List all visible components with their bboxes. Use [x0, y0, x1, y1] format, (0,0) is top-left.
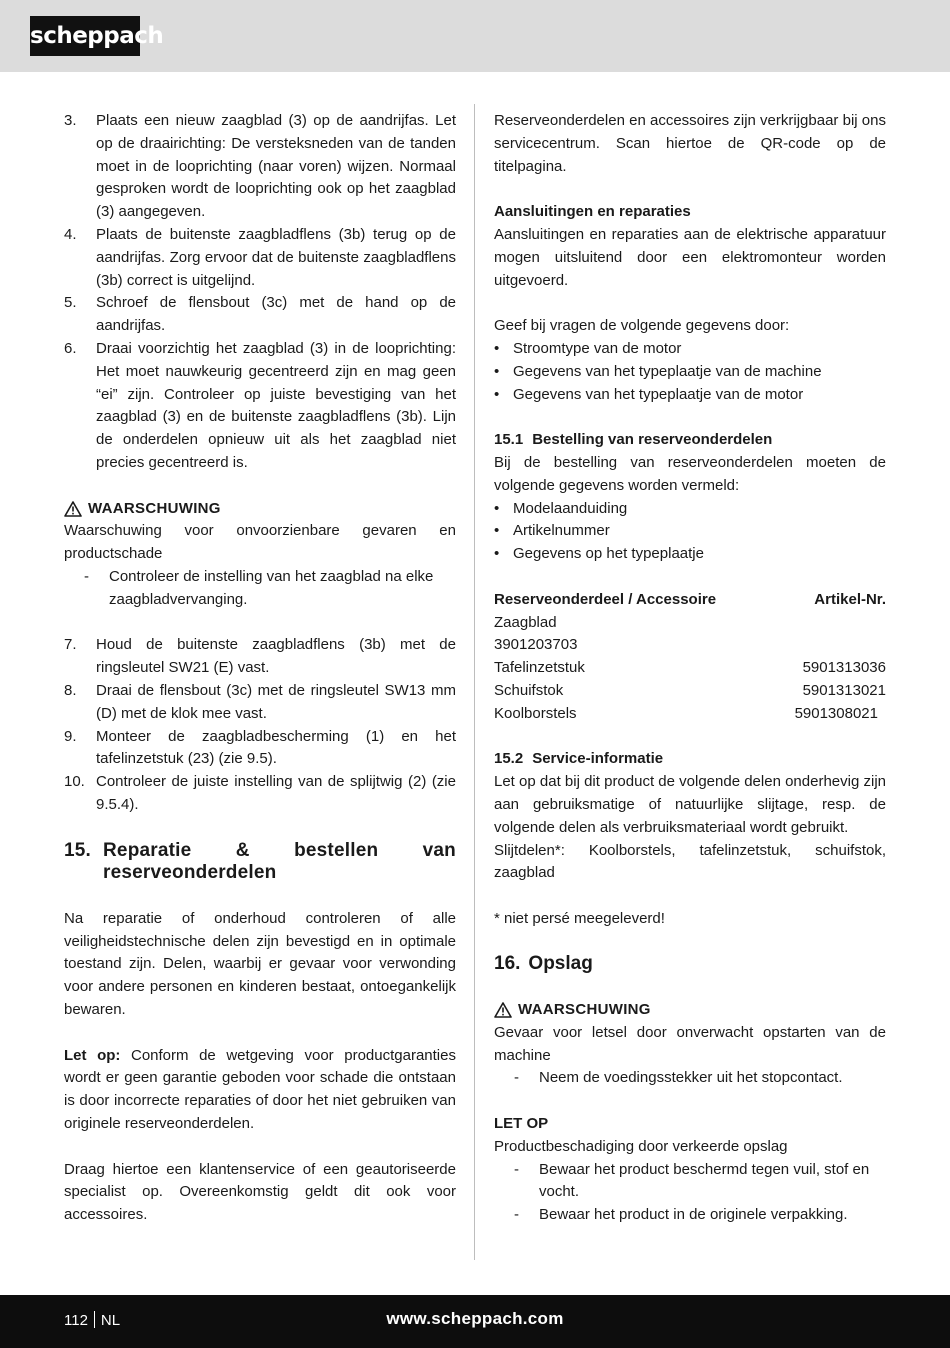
list-item: • Stroomtype van de motor — [494, 339, 682, 357]
warning-heading: WAARSCHUWING — [494, 999, 886, 1022]
note-paragraph: Let op: Conform de wetgeving voor productgaranties wordt er geen garantie geboden voor schade die ontstaan is door incorrecte reparaties of door het niet gebruiken van originele reserveonderdelen. — [64, 1046, 456, 1133]
section-15-1-heading: 15.1 Bestelling van reserveonderdelen — [494, 431, 773, 449]
paragraph: Slijtdelen*: Koolborstels, tafelinzetstuk, schuifstok, zaagblad — [494, 841, 886, 882]
paragraph: Reserveonderdelen en accessoires zijn verkrijgbaar bij ons servicecentrum. Scan hiertoe de QR-code op de titelpagina. — [494, 112, 886, 175]
steps-list-b — [64, 634, 456, 816]
list-item: 6. Draai voorzichtig het zaagblad (3) in de looprichting: Het moet nauwkeurig gecentreerd zijn en mag geen “ei” zijn. Controleer op juiste bevestiging van het zaagblad (3) en de buitenste zaagbladflens (3b). Lijn de onderdelen opnieuw uit als het zaagblad niet precies gecentreerd is. — [64, 339, 456, 471]
subheading: Aansluitingen en reparaties — [494, 203, 691, 221]
website-link[interactable]: www.scheppach.com — [386, 1309, 564, 1328]
paragraph: Geef bij vragen de volgende gegevens door: — [494, 317, 790, 335]
footnote: * niet persé meegeleverd! — [494, 909, 665, 927]
paragraph: Aansluitingen en reparaties aan de elektrische apparatuur mogen uitsluitend door een elektromonteur worden uitgevoerd. — [494, 225, 886, 289]
list-item: - Bewaar het product in de originele verpakking. — [514, 1206, 848, 1224]
steps-list-a — [64, 110, 456, 475]
footer-bar — [0, 1295, 950, 1348]
list-item: 7. Houd de buitenste zaagbladflens (3b) met de ringsleutel SW21 (E) vast. — [64, 636, 456, 677]
list-item: • Modelaanduiding — [494, 499, 628, 517]
left-column — [64, 110, 456, 1227]
section-15-2-heading: 15.2 Service-informatie — [494, 750, 664, 768]
list-item: 9. Monteer de zaagbladbescherming (1) en het tafelinzetstuk (23) (zie 9.5). — [64, 727, 456, 768]
scheppach-logo: scheppach — [30, 16, 140, 56]
table-row: Tafelinzetstuk 5901313036 — [494, 659, 886, 677]
table-header: Reserveonderdeel / Accessoire Artikel-Nr. — [494, 590, 886, 608]
parts-table — [494, 589, 886, 726]
paragraph: Na reparatie of onderhoud controleren of alle veiligheidstechnische delen zijn bevestigd en in optimale toestand zijn. Delen, waarbij er gevaar voor verwonding voor andere personen en kinderen bestaat, ontoegankelijk bewaren. — [64, 909, 456, 1019]
list-item: 8. Draai de flensbout (3c) met de ringsleutel SW13 mm (D) met de klok mee vast. — [64, 681, 456, 722]
section-16-heading: 16. Opslag — [494, 953, 593, 975]
list-item: 4. Plaats de buitenste zaagbladflens (3b) terug op de aandrijfas. Zorg ervoor dat de buitenste zaagbladflens (3b) correct is uitgelijnd. — [64, 225, 456, 289]
paragraph: Let op dat bij dit product de volgende delen onderhevig zijn aan gebruiksmatige of natuurlijke slijtage, resp. de volgende delen als verbruiksmateriaal wordt gebruikt. — [494, 773, 886, 836]
list-item: 10. Controleer de juiste instelling van de splijtwig (2) (zie 9.5.4). — [64, 773, 456, 813]
caution-description: Productbeschadiging door verkeerde opslag — [494, 1137, 788, 1155]
table-row: Schuifstok 5901313021 — [494, 681, 886, 699]
table-row: Zaagblad — [494, 613, 557, 631]
right-column — [494, 110, 886, 1227]
list-item: • Gegevens op het typeplaatje — [494, 545, 704, 563]
list-item: 3. Plaats een nieuw zaagblad (3) op de aandrijfas. Let op de draairichting: De versteksneden van de tanden moet in de looprichting (naar voren) wijzen. Normaal gesproken wordt de looprichting ook op het zaagblad (3) aangegeven. — [64, 112, 456, 221]
list-item: • Gegevens van het typeplaatje van de machine — [494, 362, 822, 380]
page-number: 112 NL — [64, 1312, 121, 1329]
warning-triangle-icon — [64, 501, 82, 517]
list-item: - Controleer de instelling van het zaagblad na elke zaagbladvervanging. — [84, 567, 434, 608]
section-15-heading: 15. Reparatie & bestellen van reserveonderdelen — [64, 839, 456, 884]
list-item: - Bewaar het product beschermd tegen vuil, stof en vocht. — [514, 1160, 870, 1201]
warning-triangle-icon — [494, 1002, 512, 1018]
warning-heading: WAARSCHUWING — [64, 498, 456, 521]
list-item: • Gegevens van het typeplaatje van de motor — [494, 385, 804, 403]
table-row: Koolborstels 5901308021 — [494, 704, 878, 722]
table-row: 3901203703 — [494, 636, 578, 654]
list-item: - Neem de voedingsstekker uit het stopcontact. — [514, 1069, 843, 1087]
paragraph: Bij de bestelling van reserveonderdelen moeten de volgende gegevens worden vermeld: — [494, 453, 886, 494]
column-divider — [474, 104, 475, 1260]
header-bar — [0, 0, 950, 72]
caution-heading: LET OP — [494, 1115, 549, 1133]
paragraph: Draag hiertoe een klantenservice of een geautoriseerde specialist op. Overeenkomstig geldt dit ook voor accessoires. — [64, 1160, 456, 1224]
list-item: • Artikelnummer — [494, 522, 610, 540]
warning-description: Gevaar voor letsel door onverwacht opstarten van de machine — [494, 1023, 886, 1064]
list-item: 5. Schroef de flensbout (3c) met de hand op de aandrijfas. — [64, 294, 456, 335]
warning-description: Waarschuwing voor onvoorzienbare gevaren en productschade — [64, 522, 456, 563]
